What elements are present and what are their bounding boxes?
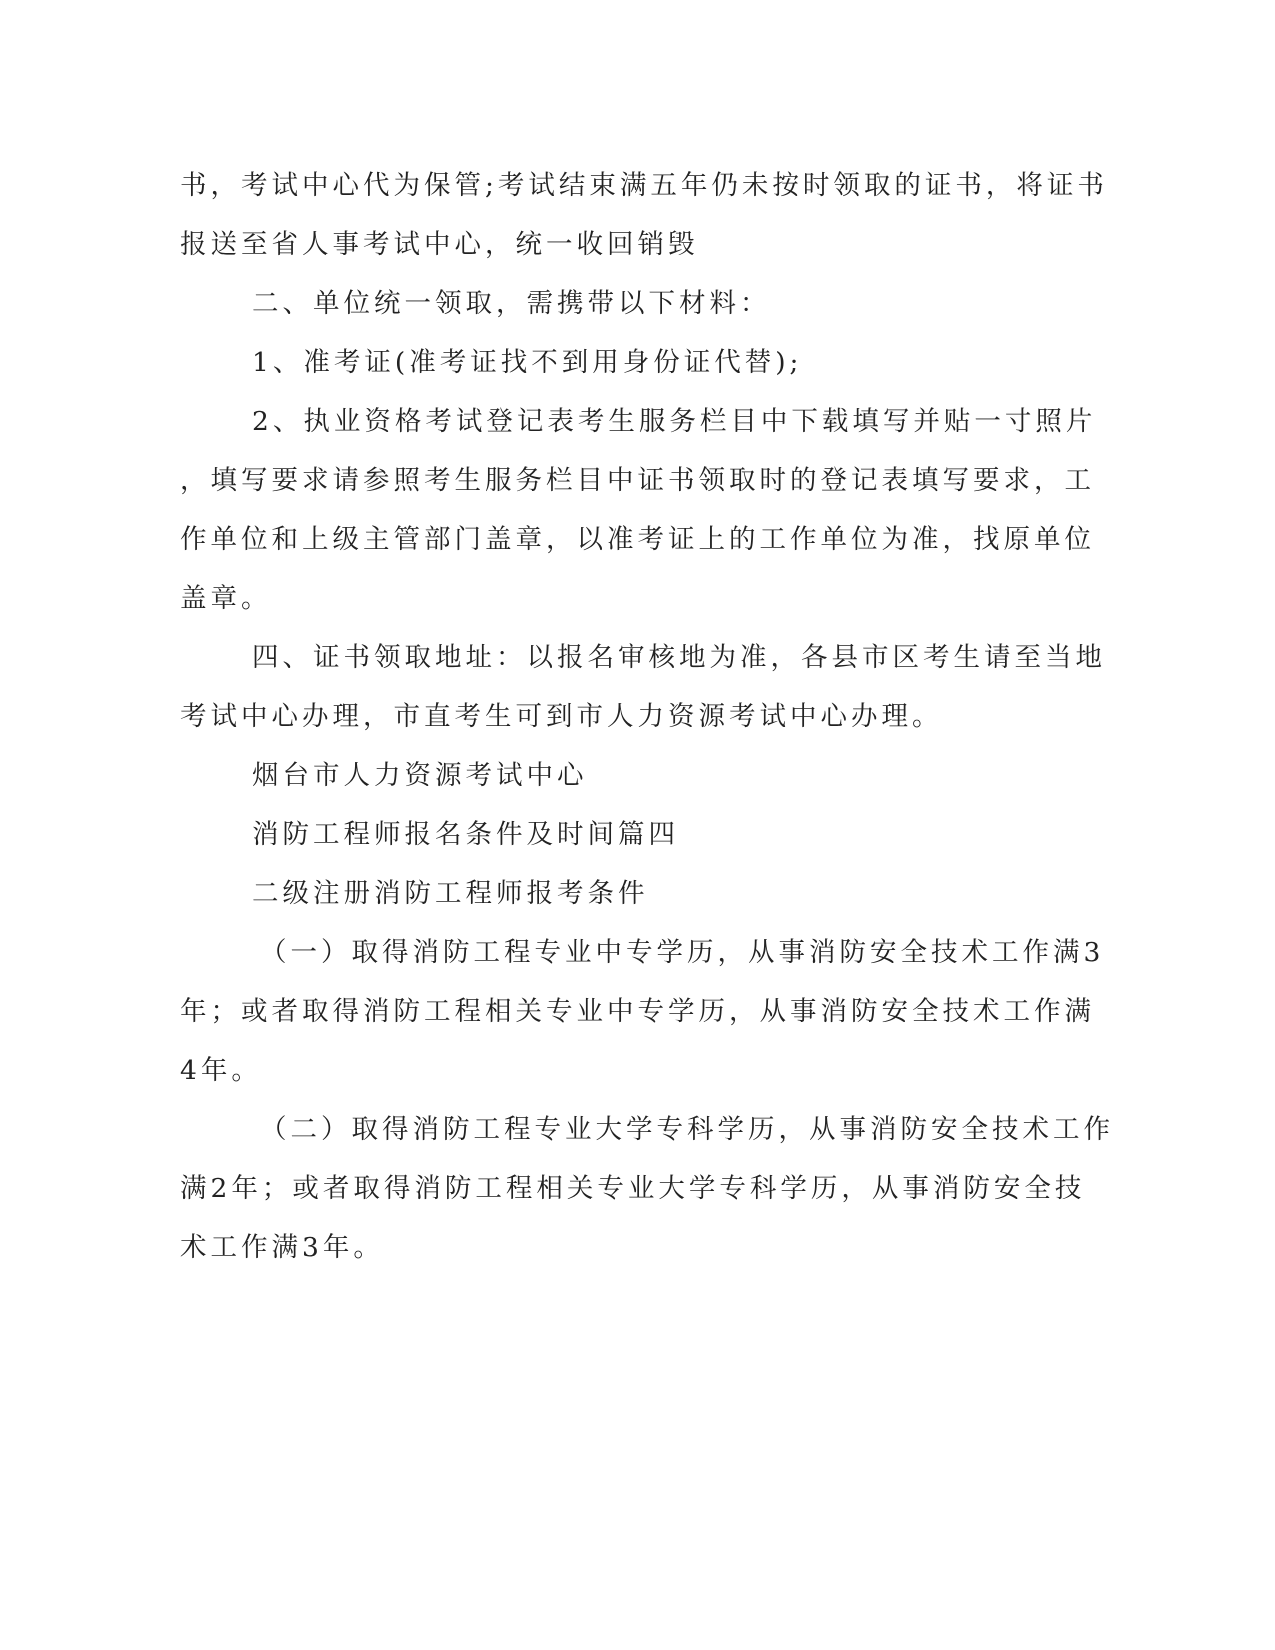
condition-item: （一）取得消防工程专业中专学历，从事消防安全技术工作满3 — [260, 937, 1105, 968]
signature-line: 烟台市人力资源考试中心 — [252, 760, 588, 791]
text-line: 满2年；或者取得消防工程相关专业大学专科学历，从事消防安全技 — [180, 1173, 1086, 1204]
list-item: 2、执业资格考试登记表考生服务栏目中下载填写并贴一寸照片 — [252, 406, 1097, 437]
text-line: 书，考试中心代为保管;考试结束满五年仍未按时领取的证书，将证书 — [180, 170, 1108, 201]
section-heading: 二、单位统一领取，需携带以下材料： — [252, 288, 771, 319]
text-line: 考试中心办理，市直考生可到市人力资源考试中心办理。 — [180, 701, 943, 732]
text-line: 报送至省人事考试中心，统一收回销毁 — [180, 229, 699, 260]
article-title: 消防工程师报名条件及时间篇四 — [252, 819, 679, 850]
text-line: 年；或者取得消防工程相关专业中专学历，从事消防安全技术工作满 — [180, 996, 1095, 1027]
document-body — [180, 156, 1114, 1277]
section-heading: 二级注册消防工程师报考条件 — [252, 878, 649, 909]
text-line: 4年。 — [180, 1055, 262, 1086]
text-line: ，填写要求请参照考生服务栏目中证书领取时的登记表填写要求，工 — [180, 465, 1095, 496]
list-item: 1、准考证(准考证找不到用身份证代替); — [252, 347, 803, 378]
text-line: 术工作满3年。 — [180, 1232, 384, 1263]
text-line: 盖章。 — [180, 583, 272, 614]
text-line: 作单位和上级主管部门盖章，以准考证上的工作单位为准，找原单位 — [180, 524, 1095, 555]
section-heading: 四、证书领取地址：以报名审核地为准，各县市区考生请至当地 — [252, 642, 1106, 673]
condition-item: （二）取得消防工程专业大学专科学历，从事消防安全技术工作 — [260, 1114, 1114, 1145]
